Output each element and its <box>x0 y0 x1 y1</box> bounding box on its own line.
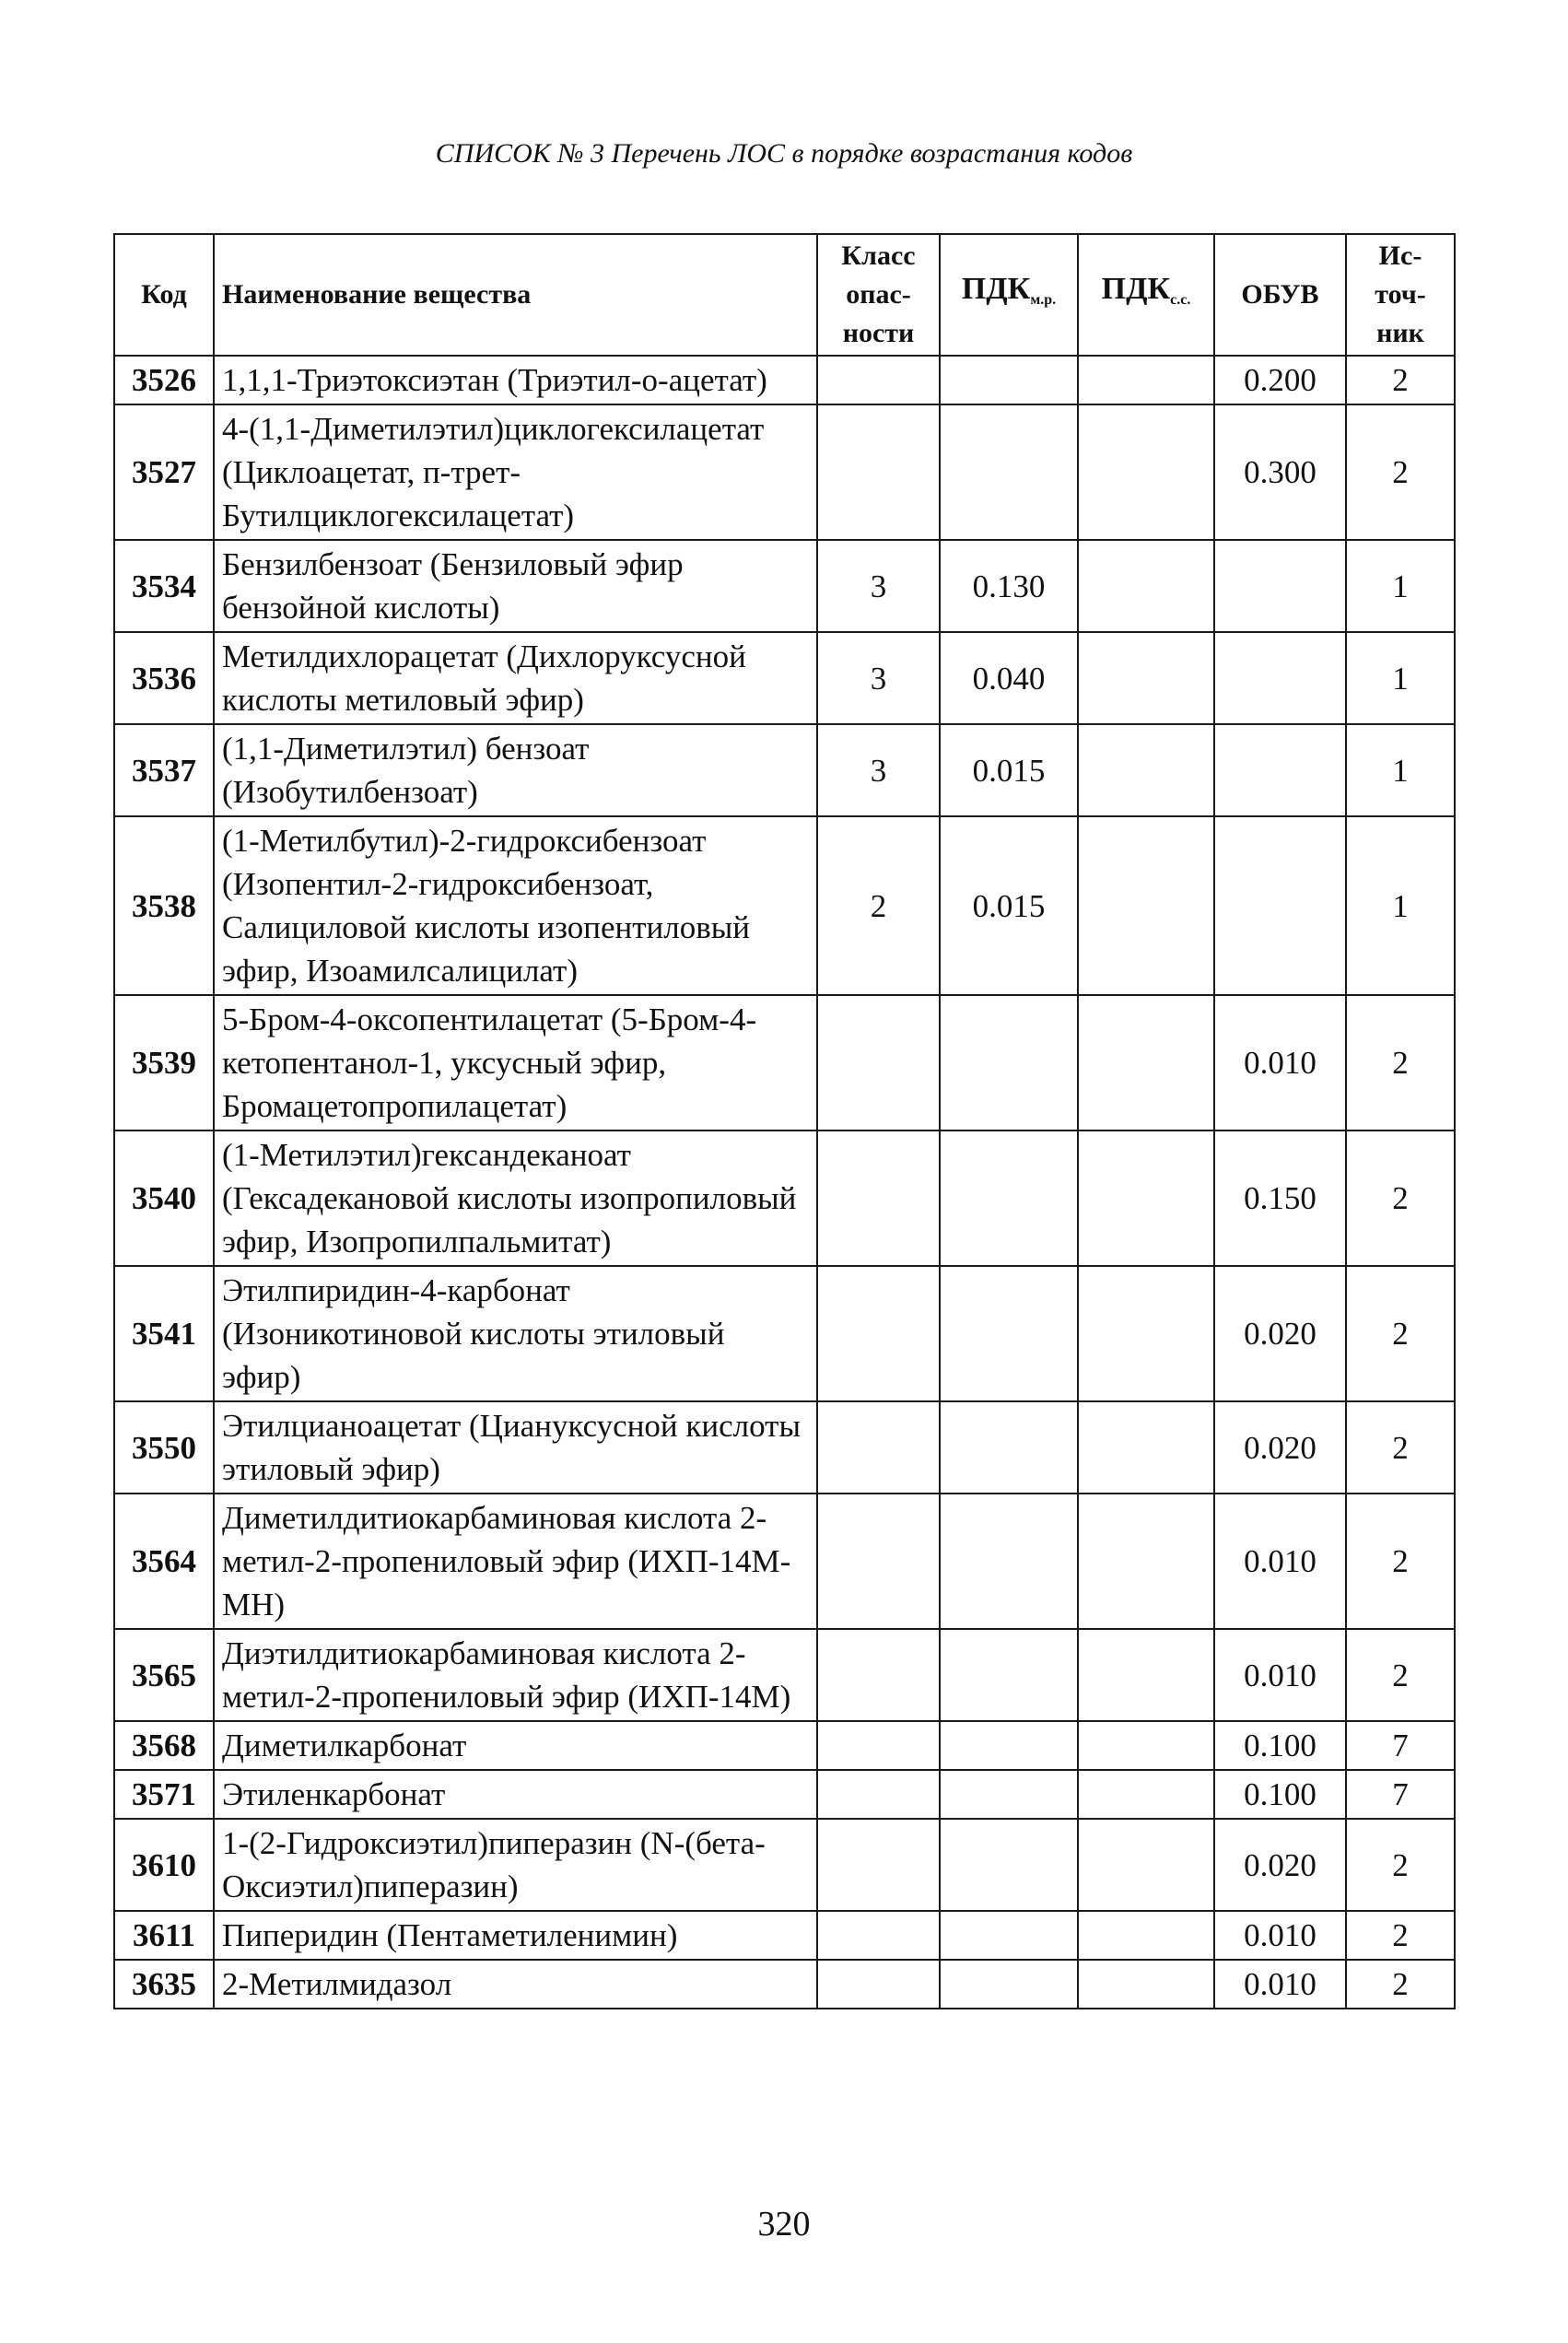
cell-obuv: 0.010 <box>1214 1629 1346 1721</box>
cell-pdk-ss <box>1078 1911 1214 1960</box>
cell-obuv: 0.020 <box>1214 1819 1346 1911</box>
cell-code: 3541 <box>114 1266 214 1401</box>
cell-obuv <box>1214 724 1346 816</box>
cell-obuv: 0.010 <box>1214 1960 1346 2009</box>
cell-name: (1-Метилбутил)-2-гидроксибензоат (Изопентил-2-гидроксибензоат, Салициловой кислоты изопентиловый эфир, Изоамилсалицилат) <box>214 816 817 995</box>
cell-code: 3536 <box>114 632 214 724</box>
cell-code: 3565 <box>114 1629 214 1721</box>
cell-pdk-ss <box>1078 540 1214 632</box>
table-row <box>114 1911 1455 1960</box>
table-row <box>114 1266 1455 1401</box>
cell-obuv: 0.300 <box>1214 404 1346 540</box>
header-source-line: точ- <box>1375 279 1426 310</box>
cell-name: Диэтилдитиокарбаминовая кислота 2-метил-2-пропениловый эфир (ИХП-14М) <box>214 1629 817 1721</box>
cell-source: 1 <box>1346 724 1455 816</box>
cell-code: 3611 <box>114 1911 214 1960</box>
cell-hazard-class <box>817 1266 940 1401</box>
cell-hazard-class <box>817 1960 940 2009</box>
cell-hazard-class <box>817 1629 940 1721</box>
cell-hazard-class <box>817 1721 940 1770</box>
cell-name: Пиперидин (Пентаметиленимин) <box>214 1911 817 1960</box>
cell-pdk-mr: 0.040 <box>940 632 1078 724</box>
cell-source: 1 <box>1346 632 1455 724</box>
table-row <box>114 724 1455 816</box>
cell-pdk-mr: 0.130 <box>940 540 1078 632</box>
cell-pdk-mr <box>940 1911 1078 1960</box>
header-hazard-class-line: ности <box>842 318 915 348</box>
cell-pdk-mr <box>940 1721 1078 1770</box>
cell-source: 2 <box>1346 1130 1455 1266</box>
cell-pdk-mr <box>940 1629 1078 1721</box>
cell-code: 3550 <box>114 1401 214 1494</box>
cell-name: 1-(2-Гидроксиэтил)пиперазин (N-(бета-Оксиэтил)пиперазин) <box>214 1819 817 1911</box>
header-pdk-mr-base: ПДК <box>961 272 1031 306</box>
page-number: 320 <box>757 2205 811 2243</box>
header-pdk-mr <box>940 234 1078 356</box>
cell-source: 2 <box>1346 1911 1455 1960</box>
cell-hazard-class: 3 <box>817 724 940 816</box>
header-hazard-class <box>817 234 940 356</box>
cell-code: 3534 <box>114 540 214 632</box>
header-hazard-class-line: опас- <box>846 279 911 310</box>
header-source-line: Ис- <box>1378 240 1422 271</box>
cell-name: 4-(1,1-Диметилэтил)циклогексилацетат (Циклоацетат, п-трет-Бутилциклогексилацетат) <box>214 404 817 540</box>
cell-obuv: 0.010 <box>1214 1494 1346 1629</box>
table-row <box>114 1819 1455 1911</box>
table-row <box>114 356 1455 404</box>
table-row <box>114 995 1455 1130</box>
table-row <box>114 1130 1455 1266</box>
cell-hazard-class <box>817 995 940 1130</box>
cell-source: 2 <box>1346 1629 1455 1721</box>
cell-code: 3540 <box>114 1130 214 1266</box>
table-row <box>114 1494 1455 1629</box>
header-name: Наименование вещества <box>214 234 817 356</box>
cell-pdk-mr: 0.015 <box>940 816 1078 995</box>
cell-pdk-ss <box>1078 356 1214 404</box>
cell-pdk-ss <box>1078 1494 1214 1629</box>
table-row <box>114 1960 1455 2009</box>
cell-source: 7 <box>1346 1721 1455 1770</box>
table-row <box>114 540 1455 632</box>
cell-code: 3610 <box>114 1819 214 1911</box>
cell-code: 3526 <box>114 356 214 404</box>
header-code: Код <box>114 234 214 356</box>
cell-pdk-ss <box>1078 724 1214 816</box>
cell-name: 1,1,1-Триэтоксиэтан (Триэтил-о-ацетат) <box>214 356 817 404</box>
cell-source: 7 <box>1346 1770 1455 1819</box>
cell-name: Диметилдитиокарбаминовая кислота 2-метил-2-пропениловый эфир (ИХП-14М-МН) <box>214 1494 817 1629</box>
cell-name: Бензилбензоат (Бензиловый эфир бензойной кислоты) <box>214 540 817 632</box>
cell-obuv: 0.010 <box>1214 1911 1346 1960</box>
cell-pdk-ss <box>1078 1819 1214 1911</box>
table-row <box>114 404 1455 540</box>
cell-code: 3635 <box>114 1960 214 2009</box>
cell-pdk-mr <box>940 1960 1078 2009</box>
cell-pdk-mr <box>940 1819 1078 1911</box>
cell-code: 3564 <box>114 1494 214 1629</box>
cell-name: Этилпиридин-4-карбонат (Изоникотиновой кислоты этиловый эфир) <box>214 1266 817 1401</box>
header-source <box>1346 234 1455 356</box>
table-row <box>114 632 1455 724</box>
cell-obuv: 0.100 <box>1214 1770 1346 1819</box>
cell-hazard-class: 3 <box>817 540 940 632</box>
cell-obuv: 0.010 <box>1214 995 1346 1130</box>
cell-obuv <box>1214 816 1346 995</box>
cell-pdk-mr <box>940 356 1078 404</box>
cell-name: Метилдихлорацетат (Дихлоруксусной кислоты метиловый эфир) <box>214 632 817 724</box>
cell-obuv: 0.100 <box>1214 1721 1346 1770</box>
cell-pdk-mr <box>940 995 1078 1130</box>
table-header-row <box>114 234 1455 356</box>
cell-hazard-class <box>817 1401 940 1494</box>
cell-source: 2 <box>1346 995 1455 1130</box>
substances-table <box>113 233 1456 2009</box>
cell-name: 5-Бром-4-оксопентилацетат (5-Бром-4-кетопентанол-1, уксусный эфир, Бромацетопропилацетат) <box>214 995 817 1130</box>
cell-pdk-ss <box>1078 1266 1214 1401</box>
cell-pdk-ss <box>1078 1770 1214 1819</box>
cell-code: 3571 <box>114 1770 214 1819</box>
cell-name: Этиленкарбонат <box>214 1770 817 1819</box>
cell-pdk-mr <box>940 1494 1078 1629</box>
cell-hazard-class <box>817 356 940 404</box>
cell-obuv: 0.020 <box>1214 1266 1346 1401</box>
cell-source: 1 <box>1346 540 1455 632</box>
cell-hazard-class <box>817 1494 940 1629</box>
cell-source: 2 <box>1346 1266 1455 1401</box>
cell-name: Этилцианоацетат (Циануксусной кислоты этиловый эфир) <box>214 1401 817 1494</box>
cell-hazard-class <box>817 1770 940 1819</box>
cell-obuv <box>1214 540 1346 632</box>
cell-pdk-mr <box>940 404 1078 540</box>
table-row <box>114 1629 1455 1721</box>
cell-code: 3568 <box>114 1721 214 1770</box>
cell-pdk-ss <box>1078 1401 1214 1494</box>
cell-source: 1 <box>1346 816 1455 995</box>
header-source-line: ник <box>1376 318 1424 348</box>
cell-source: 2 <box>1346 1401 1455 1494</box>
cell-pdk-ss <box>1078 1629 1214 1721</box>
cell-name: (1,1-Диметилэтил) бензоат (Изобутилбензоат) <box>214 724 817 816</box>
cell-source: 2 <box>1346 1494 1455 1629</box>
cell-code: 3537 <box>114 724 214 816</box>
table-row <box>114 816 1455 995</box>
cell-pdk-ss <box>1078 404 1214 540</box>
cell-hazard-class: 2 <box>817 816 940 995</box>
cell-obuv: 0.020 <box>1214 1401 1346 1494</box>
page-title: СПИСОК № 3 Перечень ЛОС в порядке возрастания кодов <box>435 138 1133 169</box>
cell-code: 3527 <box>114 404 214 540</box>
header-pdk-ss-sub: с.с. <box>1170 292 1191 308</box>
cell-hazard-class <box>817 1911 940 1960</box>
cell-source: 2 <box>1346 404 1455 540</box>
header-obuv: ОБУВ <box>1214 234 1346 356</box>
cell-pdk-mr <box>940 1401 1078 1494</box>
cell-pdk-ss <box>1078 1721 1214 1770</box>
table-row <box>114 1401 1455 1494</box>
cell-hazard-class <box>817 1819 940 1911</box>
cell-obuv <box>1214 632 1346 724</box>
cell-pdk-mr <box>940 1266 1078 1401</box>
cell-name: (1-Метилэтил)гександеканоат (Гексадекановой кислоты изопропиловый эфир, Изопропилпальмитат) <box>214 1130 817 1266</box>
table-row <box>114 1770 1455 1819</box>
cell-source: 2 <box>1346 1960 1455 2009</box>
cell-pdk-ss <box>1078 1130 1214 1266</box>
cell-hazard-class <box>817 404 940 540</box>
cell-source: 2 <box>1346 356 1455 404</box>
cell-pdk-ss <box>1078 1960 1214 2009</box>
cell-hazard-class <box>817 1130 940 1266</box>
cell-pdk-mr <box>940 1130 1078 1266</box>
table-body <box>114 356 1455 2009</box>
cell-obuv: 0.150 <box>1214 1130 1346 1266</box>
cell-pdk-mr <box>940 1770 1078 1819</box>
cell-source: 2 <box>1346 1819 1455 1911</box>
cell-code: 3539 <box>114 995 214 1130</box>
cell-pdk-mr: 0.015 <box>940 724 1078 816</box>
header-pdk-mr-sub: м.р. <box>1030 292 1057 308</box>
cell-pdk-ss <box>1078 816 1214 995</box>
cell-name: Диметилкарбонат <box>214 1721 817 1770</box>
cell-obuv: 0.200 <box>1214 356 1346 404</box>
header-pdk-ss-base: ПДК <box>1101 272 1171 306</box>
header-hazard-class-line: Класс <box>841 240 916 271</box>
cell-name: 2-Метилмидазол <box>214 1960 817 2009</box>
table-row <box>114 1721 1455 1770</box>
header-pdk-ss <box>1078 234 1214 356</box>
cell-code: 3538 <box>114 816 214 995</box>
cell-pdk-ss <box>1078 995 1214 1130</box>
cell-pdk-ss <box>1078 632 1214 724</box>
cell-hazard-class: 3 <box>817 632 940 724</box>
